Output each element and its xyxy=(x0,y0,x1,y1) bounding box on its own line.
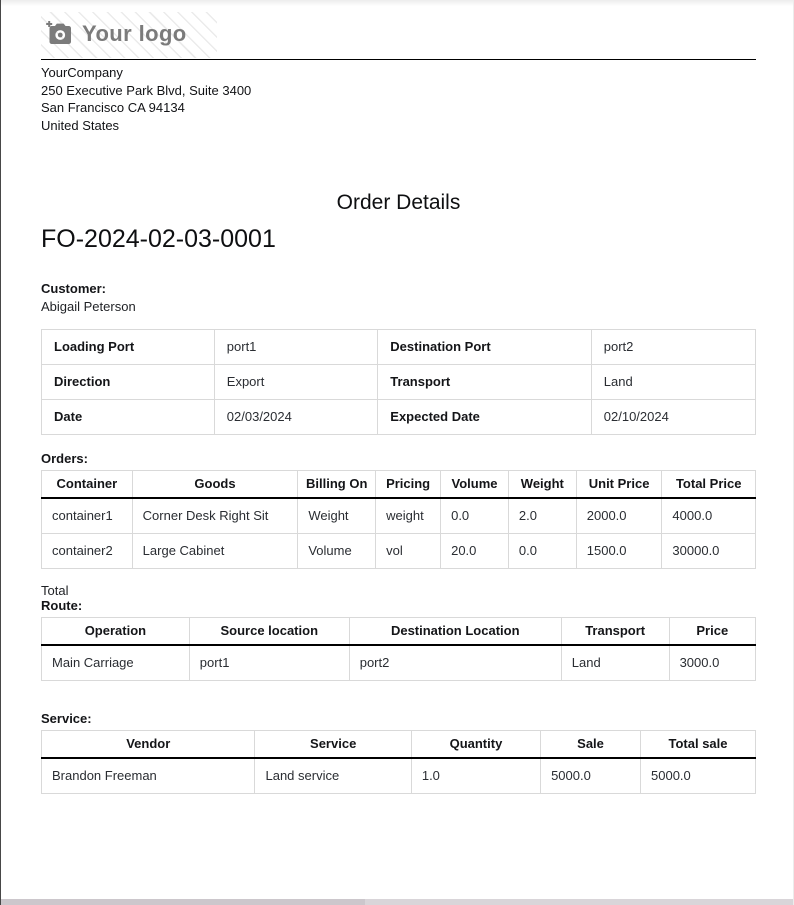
column-header: Container xyxy=(42,470,133,498)
cell-sale: 5000.0 xyxy=(541,758,641,793)
info-value: 02/03/2024 xyxy=(214,399,378,434)
cell-billing-on: Volume xyxy=(298,533,376,568)
cell-vendor: Brandon Freeman xyxy=(42,758,255,793)
cell-total-price: 4000.0 xyxy=(662,498,756,533)
route-table xyxy=(41,617,756,681)
logo-header xyxy=(41,0,756,60)
logo-placeholder xyxy=(41,12,217,58)
cell-billing-on: Weight xyxy=(298,498,376,533)
info-label: Date xyxy=(42,399,215,434)
company-city: San Francisco CA 94134 xyxy=(41,100,185,116)
info-label: Direction xyxy=(42,364,215,399)
column-header: Volume xyxy=(441,470,509,498)
table-header-row xyxy=(42,470,756,498)
orders-table xyxy=(41,470,756,569)
column-header: Vendor xyxy=(42,730,255,758)
info-value: 02/10/2024 xyxy=(591,399,755,434)
info-label: Transport xyxy=(378,364,591,399)
table-row xyxy=(42,498,756,533)
cell-service: Land service xyxy=(255,758,411,793)
cell-total-sale: 5000.0 xyxy=(641,758,756,793)
scrollbar-thumb[interactable] xyxy=(1,899,365,905)
camera-plus-icon xyxy=(44,21,71,47)
horizontal-scrollbar[interactable] xyxy=(1,899,793,905)
cell-quantity: 1.0 xyxy=(411,758,540,793)
info-label: Expected Date xyxy=(378,399,591,434)
cell-weight: 2.0 xyxy=(508,498,576,533)
order-reference: FO-2024-02-03-0001 xyxy=(41,225,276,254)
cell-volume: 20.0 xyxy=(441,533,509,568)
route-section-label: Route: xyxy=(41,597,83,613)
column-header: Weight xyxy=(508,470,576,498)
column-header: Unit Price xyxy=(576,470,662,498)
column-header: Billing On xyxy=(298,470,376,498)
customer-name: Abigail Peterson xyxy=(41,298,136,314)
cell-container: container2 xyxy=(42,533,133,568)
cell-unit-price: 2000.0 xyxy=(576,498,662,533)
company-country: United States xyxy=(41,117,120,133)
company-address-block xyxy=(41,64,756,134)
table-row xyxy=(42,364,756,399)
cell-goods: Large Cabinet xyxy=(132,533,298,568)
info-value: Export xyxy=(214,364,378,399)
cell-pricing: vol xyxy=(376,533,441,568)
info-value: port2 xyxy=(591,329,755,364)
column-header: Quantity xyxy=(411,730,540,758)
cell-operation: Main Carriage xyxy=(42,645,190,680)
column-header: Price xyxy=(669,617,755,645)
company-name: YourCompany xyxy=(41,65,123,80)
cell-destination-location: port2 xyxy=(349,645,561,680)
table-row xyxy=(42,329,756,364)
header-divider xyxy=(41,59,756,60)
table-row xyxy=(42,399,756,434)
company-street: 250 Executive Park Blvd, Suite 3400 xyxy=(41,82,252,98)
table-header-row xyxy=(42,730,756,758)
service-table xyxy=(41,730,756,794)
report-content xyxy=(41,0,756,794)
column-header: Operation xyxy=(42,617,190,645)
orders-section-label: Orders: xyxy=(41,450,88,466)
cell-volume: 0.0 xyxy=(441,498,509,533)
cell-container: container1 xyxy=(42,498,133,533)
info-value: port1 xyxy=(214,329,378,364)
table-row xyxy=(42,533,756,568)
cell-transport: Land xyxy=(561,645,669,680)
cell-source-location: port1 xyxy=(189,645,349,680)
table-row xyxy=(42,758,756,793)
column-header: Goods xyxy=(132,470,298,498)
table-header-row xyxy=(42,617,756,645)
cell-pricing: weight xyxy=(376,498,441,533)
column-header: Service xyxy=(255,730,411,758)
column-header: Source location xyxy=(189,617,349,645)
customer-block xyxy=(41,280,756,315)
info-label: Destination Port xyxy=(378,329,591,364)
column-header: Destination Location xyxy=(349,617,561,645)
service-section-label: Service: xyxy=(41,710,92,726)
shipment-info-table xyxy=(41,329,756,435)
column-header: Pricing xyxy=(376,470,441,498)
cell-unit-price: 1500.0 xyxy=(576,533,662,568)
column-header: Total Price xyxy=(662,470,756,498)
cell-price: 3000.0 xyxy=(669,645,755,680)
logo-text: Your logo xyxy=(82,21,187,46)
column-header: Total sale xyxy=(641,730,756,758)
page-title: Order Details xyxy=(336,191,461,215)
cell-total-price: 30000.0 xyxy=(662,533,756,568)
info-label: Loading Port xyxy=(42,329,215,364)
column-header: Transport xyxy=(561,617,669,645)
table-row xyxy=(42,645,756,680)
cell-goods: Corner Desk Right Sit xyxy=(132,498,298,533)
customer-label: Customer: xyxy=(41,281,107,297)
cell-weight: 0.0 xyxy=(508,533,576,568)
orders-total-label: Total xyxy=(41,582,69,598)
column-header: Sale xyxy=(541,730,641,758)
info-value: Land xyxy=(591,364,755,399)
